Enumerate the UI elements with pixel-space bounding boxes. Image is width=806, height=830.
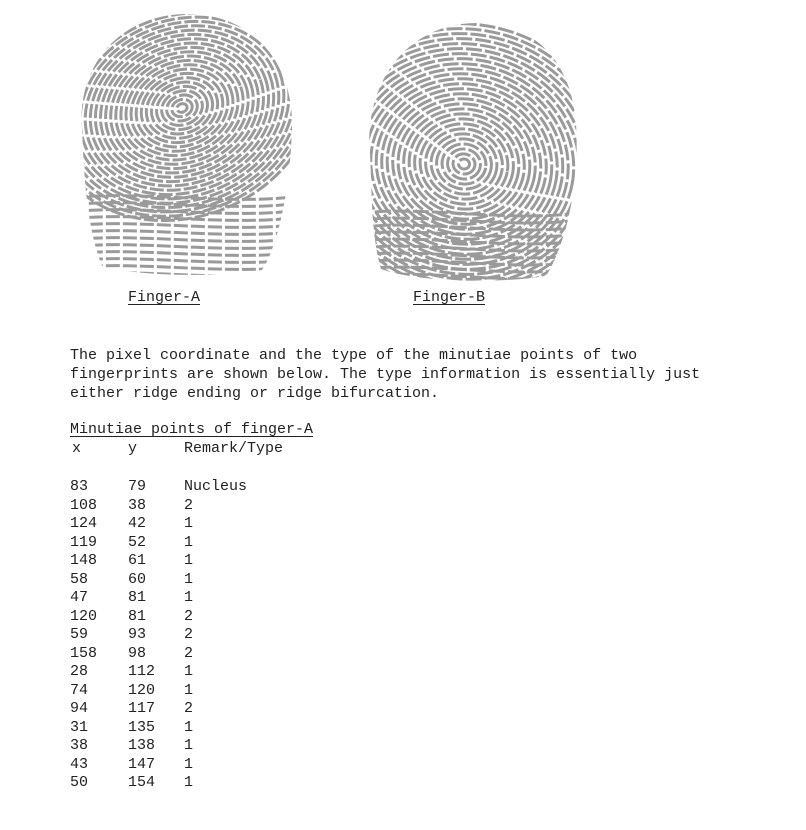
cell-y: 52 [128,533,147,551]
cell-y: 98 [128,644,147,662]
cell-x: 124 [70,515,98,532]
cell-x: 74 [70,681,89,699]
cell-y: 38 [128,496,147,514]
cell-y: 81 [128,589,147,606]
cell-y: 117 [128,700,156,717]
cell-remark-type: 1 [184,663,194,680]
cell-x: 120 [70,607,98,625]
table-row [70,719,370,738]
cell-x: 59 [70,626,89,643]
cell-remark-type: 2 [184,700,194,717]
cell-x: 43 [70,755,89,773]
minutiae-table-body [70,478,370,793]
column-header-remark-type: Remark/Type [184,440,284,457]
cell-y: 147 [128,755,156,773]
table-row [70,774,370,793]
cell-remark-type: 1 [184,515,194,532]
cell-y: 93 [128,626,147,643]
cell-remark-type: 1 [184,737,194,754]
column-header-x: x [72,440,82,457]
cell-remark-type: 2 [184,496,194,514]
cell-y: 135 [128,718,156,736]
cell-remark-type: 1 [184,533,194,551]
fingerprint-b-image [356,14,582,286]
cell-remark-type: 1 [184,552,194,569]
table-row [70,497,370,516]
table-row [70,663,370,682]
cell-remark-type: 1 [184,681,194,699]
cell-x: 31 [70,718,89,736]
cell-x: 158 [70,644,98,662]
table-row [70,552,370,571]
table-row [70,571,370,590]
cell-y: 42 [128,515,147,532]
cell-x: 94 [70,700,89,717]
cell-x: 28 [70,663,89,680]
table-row [70,515,370,534]
cell-y: 112 [128,663,156,680]
cell-x: 108 [70,496,98,514]
cell-y: 61 [128,552,147,569]
minutiae-table-title: Minutiae points of finger-A [70,421,314,438]
fingerprint-a-image [72,8,300,280]
table-row [70,608,370,627]
description-paragraph: The pixel coordinate and the type of the minutiae points of two fingerprints are shown below. The type information is essentially just either ridge ending or ridge bifurcation. [70,347,701,402]
cell-remark-type: 1 [184,589,194,606]
cell-remark-type: 2 [184,626,194,643]
cell-x: 50 [70,774,89,791]
column-header-y: y [128,440,138,457]
cell-y: 60 [128,570,147,588]
table-row [70,645,370,664]
table-row [70,534,370,553]
cell-remark-type: 1 [184,755,194,773]
table-row [70,756,370,775]
cell-remark-type: 2 [184,607,194,625]
cell-remark-type: 2 [184,644,194,662]
finger-a-caption: Finger-A [128,289,201,306]
table-row [70,700,370,719]
cell-x: 148 [70,552,98,569]
table-row [70,589,370,608]
cell-y: 81 [128,607,147,625]
cell-y: 138 [128,737,156,754]
table-row [70,478,370,497]
cell-y: 120 [128,681,156,699]
cell-x: 38 [70,737,89,754]
cell-y: 154 [128,774,156,791]
cell-remark-type: 1 [184,570,194,588]
table-row [70,682,370,701]
cell-remark-type: 1 [184,718,194,736]
finger-b-caption: Finger-B [413,289,486,306]
cell-remark-type: 1 [184,774,194,791]
cell-x: 119 [70,533,98,551]
cell-remark-type: Nucleus [184,478,248,495]
cell-x: 83 [70,478,89,495]
table-row [70,626,370,645]
cell-x: 47 [70,589,89,606]
cell-x: 58 [70,570,89,588]
table-row [70,737,370,756]
cell-y: 79 [128,478,147,495]
